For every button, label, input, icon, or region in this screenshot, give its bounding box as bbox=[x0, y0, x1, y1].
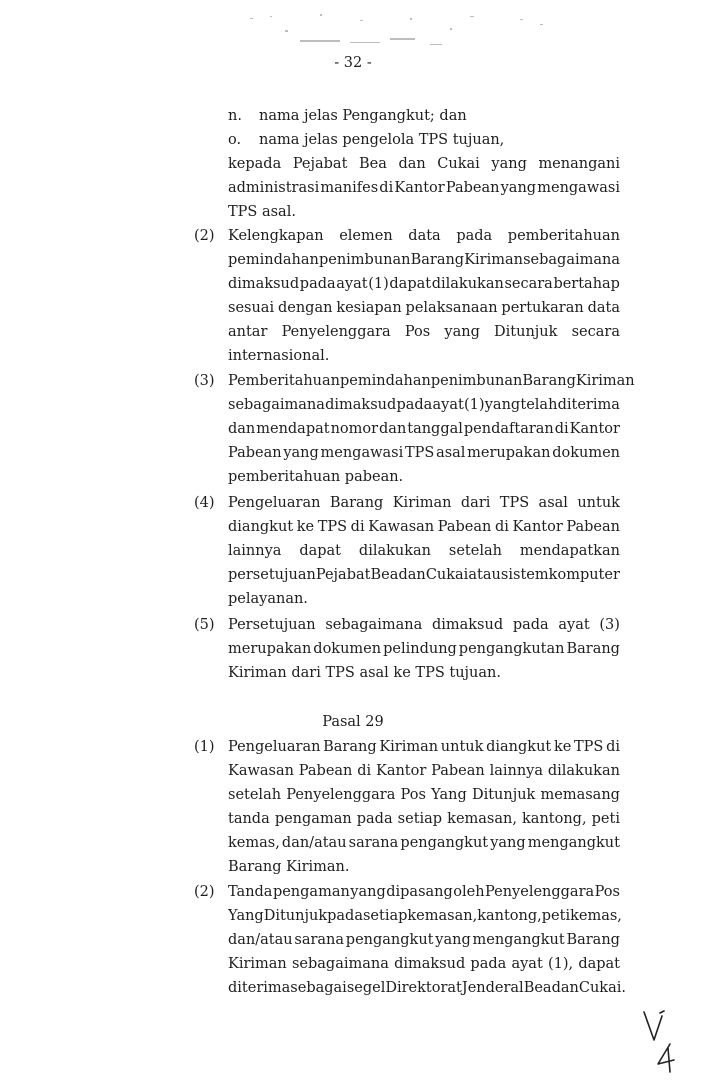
paragraph-line: kemas, dan/atau sarana pengangkut yang mengangkut bbox=[228, 835, 620, 852]
paragraph-line: persetujuan Pejabat Bea dan Cukai atau sistem komputer bbox=[228, 567, 620, 584]
paragraph-line: diterima sebagai segel Direktorat Jenderal Bea dan Cukai. bbox=[228, 980, 626, 997]
paragraph-line: setelah Penyelenggara Pos Yang Ditunjuk memasang bbox=[228, 787, 620, 804]
paragraph-marker: (3) bbox=[194, 373, 215, 389]
paragraph-marker: (5) bbox=[194, 617, 215, 633]
paragraph-line: antar Penyelenggara Pos yang Ditunjuk secara bbox=[228, 324, 620, 341]
paragraph-line: dan/atau sarana pengangkut yang mengangkut Barang bbox=[228, 932, 620, 949]
paragraph-marker: (4) bbox=[194, 495, 215, 511]
paragraph-line: tanda pengaman pada setiap kemasan, kantong, peti bbox=[228, 811, 620, 828]
scan-artifact-marks bbox=[240, 6, 570, 56]
pasal29-paragraph-2 bbox=[228, 880, 626, 1000]
paragraph-marker: (2) bbox=[194, 884, 215, 900]
pasal29-paragraph-1 bbox=[228, 735, 620, 880]
list-item-text: nama jelas Pengangkut; dan bbox=[259, 108, 467, 124]
paragraph-line: Pabean yang mengawasi TPS asal merupakan dokumen bbox=[228, 445, 620, 462]
paragraph-line: Kelengkapan elemen data pada pemberitahuan bbox=[228, 228, 620, 244]
paragraph-2 bbox=[228, 224, 620, 369]
paragraph-5 bbox=[228, 613, 620, 685]
paragraph-line: Kawasan Pabean di Kantor Pabean lainnya dilakukan bbox=[228, 763, 620, 780]
list-item-text: nama jelas pengelola TPS tujuan, bbox=[259, 132, 505, 148]
paragraph-line: dan mendapat nomor dan tanggal pendaftaran di Kantor bbox=[228, 421, 620, 438]
paragraph-line: Tanda pengaman yang dipasang oleh Penyelenggara Pos bbox=[228, 884, 620, 900]
list-marker: n. bbox=[228, 108, 242, 124]
page-number: - 32 - bbox=[334, 55, 372, 71]
paragraph-line: diangkut ke TPS di Kawasan Pabean di Kantor Pabean bbox=[228, 519, 620, 536]
paragraph-3 bbox=[228, 369, 635, 489]
paragraph-line: Kiriman sebagaimana dimaksud pada ayat (1), dapat bbox=[228, 956, 620, 973]
paragraph-line: TPS asal. bbox=[228, 204, 296, 221]
paragraph-line: pemindahan penimbunan Barang Kiriman sebagaimana bbox=[228, 252, 620, 269]
paragraph-line: lainnya dapat dilakukan setelah mendapatkan bbox=[228, 543, 620, 560]
paragraph-marker: (1) bbox=[194, 739, 215, 755]
paragraph-line: pemberitahuan pabean. bbox=[228, 469, 404, 486]
paragraph-line: Pengeluaran Barang Kiriman untuk diangkut ke TPS di bbox=[228, 739, 620, 755]
continuation-paragraph bbox=[228, 152, 620, 224]
paragraph-4 bbox=[228, 491, 620, 611]
paragraph-line: Barang Kiriman. bbox=[228, 859, 350, 876]
article-heading: Pasal 29 bbox=[322, 714, 384, 730]
paragraph-line: Pengeluaran Barang Kiriman dari TPS asal untuk bbox=[228, 495, 620, 511]
paragraph-line: sesuai dengan kesiapan pelaksanaan pertukaran data bbox=[228, 300, 620, 317]
paragraph-line: kepada Pejabat Bea dan Cukai yang menangani bbox=[228, 156, 620, 172]
paragraph-line: internasional. bbox=[228, 348, 330, 365]
list-marker: o. bbox=[228, 132, 242, 148]
paragraph-line: dimaksud pada ayat (1) dapat dilakukan secara bertahap bbox=[228, 276, 620, 293]
paragraph-marker: (2) bbox=[194, 228, 215, 244]
handwritten-initial bbox=[630, 1008, 690, 1076]
paragraph-line: Yang Ditunjuk pada setiap kemasan, kantong, peti kemas, bbox=[228, 908, 622, 925]
paragraph-line: administrasi manifes di Kantor Pabean yang mengawasi bbox=[228, 180, 620, 197]
paragraph-line: Pemberitahuan pemindahan penimbunan Barang Kiriman bbox=[228, 373, 635, 389]
paragraph-line: merupakan dokumen pelindung pengangkutan Barang bbox=[228, 641, 620, 658]
paragraph-line: Kiriman dari TPS asal ke TPS tujuan. bbox=[228, 665, 501, 682]
paragraph-line: Persetujuan sebagaimana dimaksud pada ayat (3) bbox=[228, 617, 620, 633]
paragraph-line: sebagaimana dimaksud pada ayat (1) yang telah diterima bbox=[228, 397, 620, 414]
paragraph-line: pelayanan. bbox=[228, 591, 308, 608]
